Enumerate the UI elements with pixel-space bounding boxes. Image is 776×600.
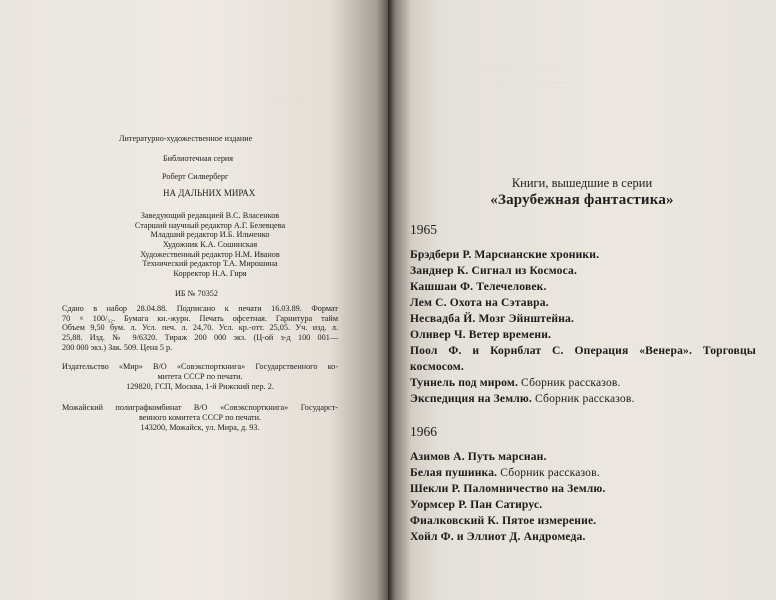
- series-label: Библиотечная серия: [163, 154, 234, 163]
- ib-number: ИБ № 70352: [175, 289, 218, 298]
- print-details-line: 70 × 100/₃₂. Бумага кн.-журн. Печать офсетная. Гарнитура тайм: [62, 315, 338, 323]
- right-page-series-list: [388, 0, 776, 600]
- publisher-line: Издательство «Мир» В/О «Совэкспорткнига» Государственного ко-: [62, 363, 338, 371]
- book-title: НА ДАЛЬНИХ МИРАХ: [163, 188, 256, 198]
- credit-line: Технический редактор Т.А. Мирошина: [142, 259, 278, 268]
- year-heading: 1966: [410, 424, 437, 439]
- printer-line: Можайский полиграфкомбинат В/О «Совэкспорткнига» Государст-: [62, 404, 338, 412]
- book-entry: Хойл Ф. и Эллиот Д. Андромеда.: [410, 530, 586, 543]
- book-entry: Шекли Р. Паломничество на Землю.: [410, 482, 606, 495]
- book-entry: Туннель под миром. Сборник рассказов.: [410, 376, 621, 389]
- printer-line: венного комитета СССР по печати.: [138, 413, 262, 422]
- credit-line: Заведующий редакцией В.С. Власенков: [140, 211, 280, 220]
- credit-line: Старший научный редактор А.Г. Белевцева: [134, 221, 286, 230]
- book-entry: Занднер К. Сигнал из Космоса.: [410, 264, 578, 277]
- book-entry: Экспедиция на Землю. Сборник рассказов.: [410, 392, 635, 405]
- book-entry-continuation: космосом.: [410, 360, 464, 373]
- publisher-line: митета СССР по печати.: [157, 372, 243, 381]
- book-entry: Несвадба Й. Мозг Эйнштейна.: [410, 312, 575, 325]
- book-entry: Азимов А. Путь марсиан.: [410, 450, 547, 463]
- printer-address: 143200, Можайск, ул. Мира, д. 93.: [140, 423, 260, 432]
- book-entry: Фиалковский К. Пятое измерение.: [410, 514, 597, 527]
- book-entry: Уормсер Р. Пан Сатирус.: [410, 498, 543, 511]
- print-details-line: 25,88. Изд. № 9/6320. Тираж 200 000 экз. (Ц-ой з-д 100 001—: [62, 334, 338, 342]
- credit-line: Художник К.А. Сошинская: [162, 240, 258, 249]
- edition-type: Литературно-художественное издание: [119, 134, 253, 143]
- print-details-line: Объем 9,50 бум. л. Усл. печ. л. 24,70. Усл. кр.-отт. 25,05. Уч. изд. л.: [62, 324, 338, 332]
- book-entry: Брэдбери Р. Марсианские хроники.: [410, 248, 600, 261]
- print-details-line: Сдано в набор 28.04.88. Подписано к печати 16.03.89. Формат: [62, 305, 338, 313]
- bleed-through-text: . . . . . . . . . . . . . . . .: [498, 75, 568, 85]
- author-name: Роберт Силверберг: [162, 172, 229, 181]
- series-title: «Зарубежная фантастика»: [490, 192, 674, 208]
- book-entry: Белая пушинка. Сборник рассказов.: [410, 466, 600, 479]
- bleed-through-text: . . . . . . . . . . . . . . . . . . . .: [478, 60, 566, 70]
- bleed-through-text: . . . . . . . .: [268, 92, 302, 102]
- publisher-address: 129820, ГСП, Москва, 1-й Рижский пер. 2.: [126, 382, 274, 391]
- series-heading: Книги, вышедшие в серии: [511, 176, 653, 190]
- credit-line: Художественный редактор Н.М. Иванов: [140, 250, 280, 259]
- book-entry: Поол Ф. и Корнблат С. Операция «Венера». Торговцы: [410, 344, 756, 357]
- credit-line: Младший редактор И.Б. Ильченко: [150, 230, 270, 239]
- book-entry: Оливер Ч. Ветер времени.: [410, 328, 552, 341]
- book-entry: Кашшаи Ф. Телечеловек.: [410, 280, 547, 293]
- book-entry: Лем С. Охота на Сэтавра.: [410, 296, 549, 309]
- credit-line: Корректор Н.А. Гиря: [173, 269, 247, 278]
- year-heading: 1965: [410, 222, 437, 237]
- print-details-line: 200 000 экз.) Зак. 509. Цена 5 р.: [62, 343, 173, 352]
